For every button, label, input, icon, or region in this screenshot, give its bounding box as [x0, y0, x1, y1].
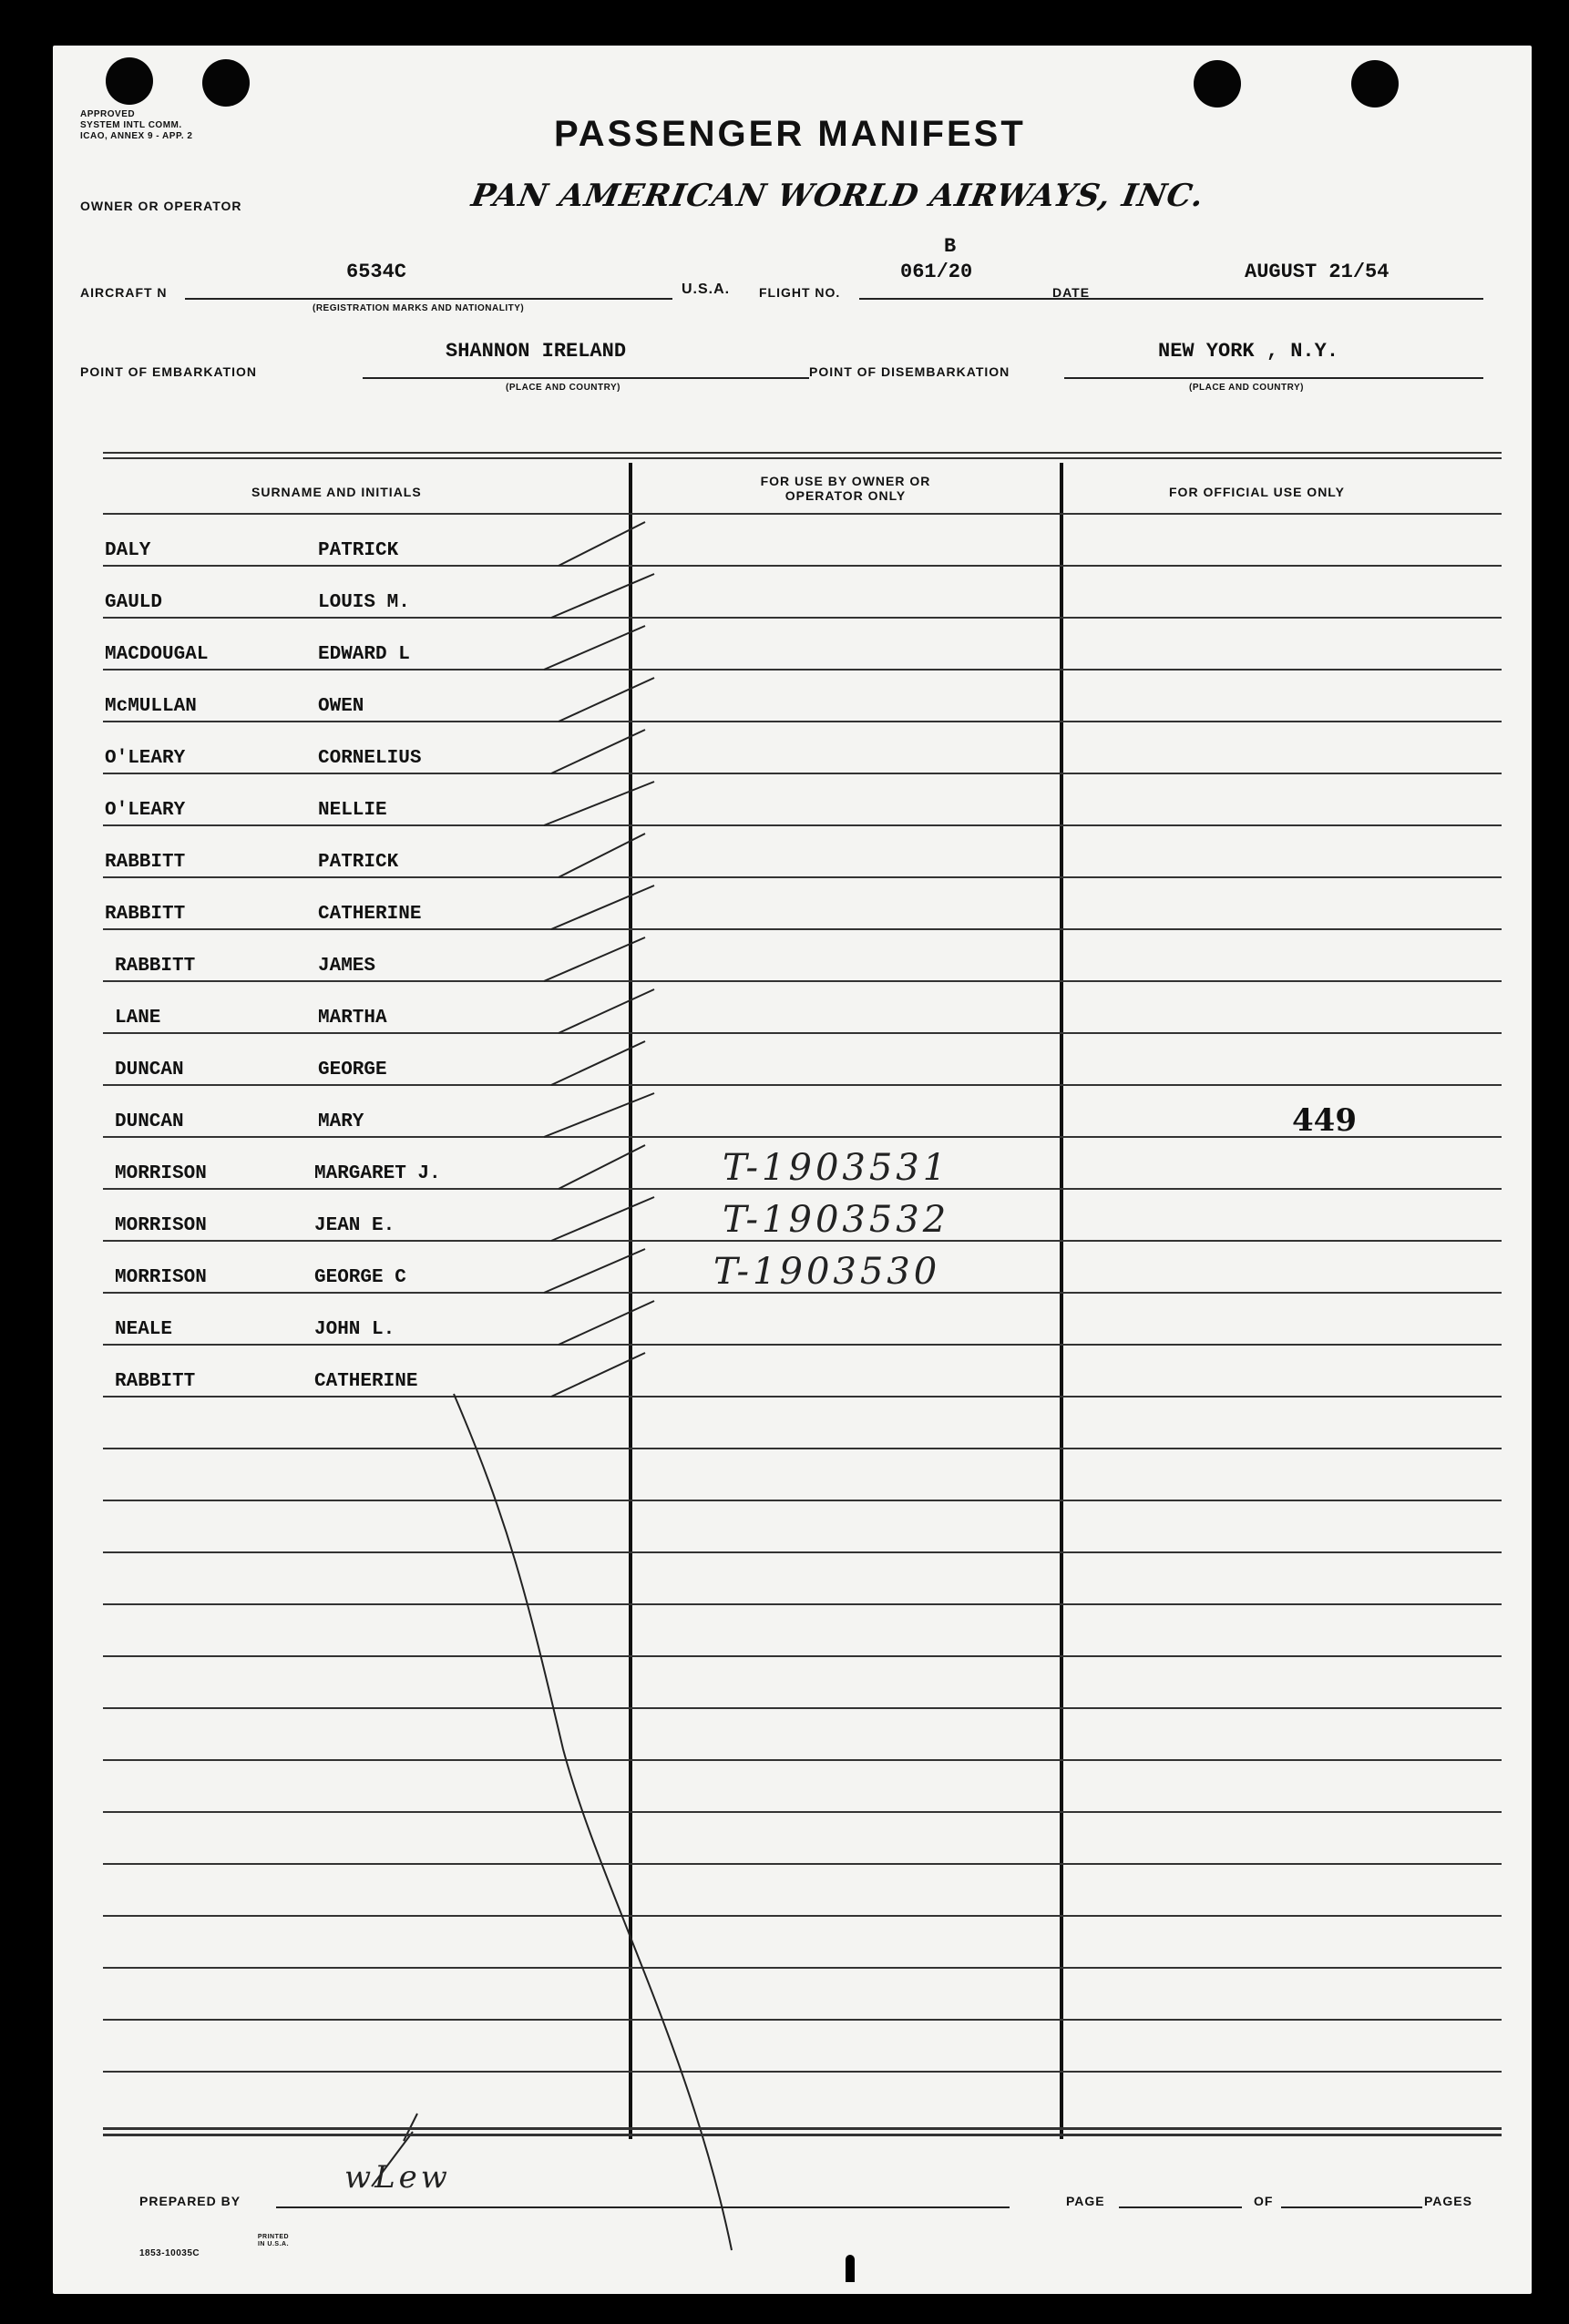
passenger-surname: DUNCAN — [115, 1060, 184, 1080]
flight-suffix: B — [944, 235, 957, 258]
manifest-form — [53, 46, 1532, 2294]
disembarkation-label: POINT OF DISEMBARKATION — [809, 364, 1010, 379]
passenger-given-name: PATRICK — [318, 540, 399, 561]
check-marks — [53, 46, 1532, 2294]
aircraft-label: AIRCRAFT N — [80, 285, 168, 300]
flight-value: 061/20 — [900, 261, 973, 283]
passenger-surname: O'LEARY — [105, 800, 186, 821]
approval-line: SYSTEM INTL COMM. — [80, 120, 182, 130]
passenger-surname: GAULD — [105, 592, 163, 613]
passenger-surname: LANE — [115, 1008, 161, 1029]
passenger-given-name: GEORGE C — [314, 1267, 406, 1288]
passenger-surname: O'LEARY — [105, 748, 186, 769]
flight-label: FLIGHT NO. — [759, 285, 841, 300]
approval-line: APPROVED — [80, 109, 136, 119]
check-tick — [544, 782, 654, 825]
passenger-given-name: EDWARD L — [318, 644, 410, 665]
passenger-given-name: JAMES — [318, 956, 376, 977]
passenger-given-name: LOUIS M. — [318, 592, 410, 613]
passenger-surname: MACDOUGAL — [105, 644, 209, 665]
passenger-surname: McMULLAN — [105, 696, 197, 717]
signature: wLew — [344, 2159, 451, 2196]
check-tick — [551, 1353, 645, 1397]
prepared-by-label: PREPARED BY — [139, 2194, 241, 2208]
passenger-surname: RABBITT — [115, 1371, 196, 1392]
check-tick — [551, 574, 654, 618]
footer-rule — [103, 2134, 1502, 2136]
form-number: 1853-10035C — [139, 2248, 200, 2258]
form-title: PASSENGER MANIFEST — [554, 114, 1026, 154]
union-stamp: PRINTED IN U.S.A. — [257, 2234, 290, 2247]
check-tick — [559, 834, 645, 877]
check-tick — [551, 886, 654, 929]
official-column-header: FOR OFFICIAL USE ONLY — [1169, 485, 1345, 499]
passenger-given-name: JEAN E. — [314, 1215, 395, 1236]
passenger-given-name: CATHERINE — [314, 1371, 418, 1392]
date-label: DATE — [1052, 285, 1091, 300]
owner-note: T-1903530 — [713, 1251, 941, 1293]
of-label: OF — [1254, 2194, 1274, 2208]
passenger-surname: DALY — [105, 540, 151, 561]
passenger-given-name: PATRICK — [318, 852, 399, 873]
passenger-given-name: JOHN L. — [314, 1319, 395, 1340]
check-tick — [559, 1145, 645, 1189]
official-note: 449 — [1292, 1102, 1357, 1139]
check-tick — [544, 1093, 654, 1137]
passenger-surname: RABBITT — [105, 852, 186, 873]
check-tick — [559, 989, 654, 1033]
place-caption: (PLACE AND COUNTRY) — [1189, 383, 1304, 393]
footer-rule — [103, 2127, 1502, 2130]
owner-label: OWNER OR OPERATOR — [80, 199, 242, 213]
passenger-surname: RABBITT — [115, 956, 196, 977]
check-tick — [544, 626, 645, 670]
passenger-given-name: GEORGE — [318, 1060, 387, 1080]
passenger-surname: MORRISON — [115, 1163, 207, 1184]
passenger-given-name: CATHERINE — [318, 904, 422, 925]
check-tick — [551, 1041, 645, 1085]
passenger-given-name: CORNELIUS — [318, 748, 422, 769]
approval-line: ICAO, ANNEX 9 - APP. 2 — [80, 131, 193, 141]
passenger-given-name: OWEN — [318, 696, 364, 717]
aircraft-value: 6534C — [346, 261, 407, 283]
check-tick — [544, 937, 645, 981]
pen-stroke — [454, 1394, 732, 2250]
surname-column-header: SURNAME AND INITIALS — [251, 485, 422, 499]
owner-column-header: FOR USE BY OWNER OR OPERATOR ONLY — [760, 474, 931, 503]
registration-caption: (REGISTRATION MARKS AND NATIONALITY) — [313, 303, 525, 313]
of-underline — [1281, 2206, 1422, 2208]
check-tick — [559, 678, 654, 722]
page-label: PAGE — [1066, 2194, 1105, 2208]
date-value: AUGUST 21/54 — [1245, 261, 1390, 283]
company-name: PAN AMERICAN WORLD AIRWAYS, INC. — [468, 178, 1207, 214]
place-caption: (PLACE AND COUNTRY) — [506, 383, 620, 393]
passenger-given-name: MARTHA — [318, 1008, 387, 1029]
paper-notch — [846, 2255, 855, 2282]
passenger-given-name: MARGARET J. — [314, 1163, 441, 1184]
owner-note: T-1903532 — [723, 1199, 950, 1241]
passenger-surname: RABBITT — [105, 904, 186, 925]
check-tick — [551, 730, 645, 773]
passenger-surname: NEALE — [115, 1319, 173, 1340]
check-tick — [559, 1301, 654, 1345]
pages-label: PAGES — [1424, 2194, 1472, 2208]
check-tick — [544, 1249, 645, 1293]
embarkation-value: SHANNON IRELAND — [446, 340, 627, 363]
page-underline — [1119, 2206, 1242, 2208]
check-tick — [551, 1197, 654, 1241]
prepared-by-underline — [276, 2206, 1010, 2208]
passenger-given-name: MARY — [318, 1111, 364, 1132]
check-tick — [559, 522, 645, 566]
usa-label: U.S.A. — [682, 282, 731, 297]
passenger-surname: MORRISON — [115, 1267, 207, 1288]
passenger-surname: MORRISON — [115, 1215, 207, 1236]
embarkation-label: POINT OF EMBARKATION — [80, 364, 257, 379]
owner-note: T-1903531 — [723, 1147, 950, 1189]
passenger-given-name: NELLIE — [318, 800, 387, 821]
passenger-surname: DUNCAN — [115, 1111, 184, 1132]
disembarkation-value: NEW YORK , N.Y. — [1158, 340, 1339, 363]
